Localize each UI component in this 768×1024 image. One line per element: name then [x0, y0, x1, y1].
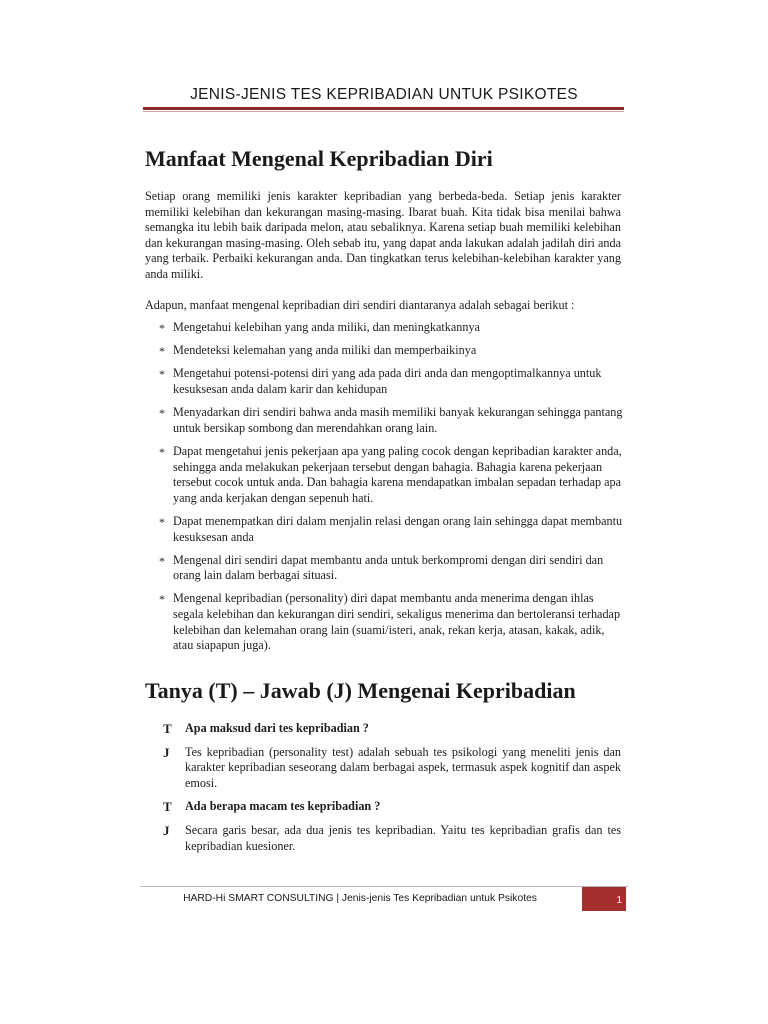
list-item-text: Dapat menempatkan diri dalam menjalin relasi dengan orang lain sehingga dapat membantu kesuksesan anda	[173, 513, 623, 544]
benefits-lead-paragraph: Adapun, manfaat mengenal kepribadian diri sendiri diantaranya adalah sebagai berikut :	[145, 298, 575, 312]
list-item-text: Mengetahui kelebihan yang anda miliki, dan meningkatkannya	[173, 320, 480, 334]
bullet-star-icon: *	[159, 514, 165, 529]
bullet-star-icon: *	[159, 406, 165, 421]
header-rule	[143, 107, 624, 110]
qa-text: Secara garis besar, ada dua jenis tes kepribadian. Yaitu tes kepribadian grafis dan tes kepribadian kuesioner.	[185, 822, 621, 853]
page-header-title: JENIS-JENIS TES KEPRIBADIAN UNTUK PSIKOTES	[190, 86, 578, 103]
qa-letter: T	[163, 721, 172, 736]
list-item-text: Mengenal kepribadian (personality) diri dapat membantu anda menerima dengan ihlas segala kelebihan dan kekurangan diri sendiri, sekaligus menerima dan bertoleransi terhadap kelebihan dan kelemahan orang lain (suami/isteri, anak, rekan kerja, atasan, kakak, adik, atau siapapun juga).	[173, 591, 621, 653]
qa-letter: T	[163, 799, 172, 815]
list-item	[145, 444, 626, 506]
qa-text: Ada berapa macam tes kepribadian ?	[185, 799, 381, 814]
qa-answer	[145, 823, 621, 854]
list-item-text: Mengenal diri sendiri dapat membantu anda untuk berkompromi dengan diri sendiri dan orang lain dalam berbagai situasi.	[173, 552, 604, 583]
bullet-star-icon: *	[159, 592, 165, 607]
section-heading-manfaat: Manfaat Mengenal Kepribadian Diri	[145, 146, 493, 171]
qa-question	[145, 799, 621, 815]
qa-answer	[145, 745, 621, 792]
qa-letter: J	[163, 744, 170, 760]
bullet-star-icon: *	[159, 367, 165, 382]
benefits-list	[145, 320, 626, 661]
bullet-star-icon: *	[159, 344, 165, 359]
bullet-star-icon: *	[159, 321, 165, 335]
qa-letter: J	[163, 822, 170, 838]
list-item	[145, 591, 626, 653]
qa-question	[145, 721, 621, 737]
qa-list	[145, 721, 621, 862]
list-item	[145, 343, 626, 359]
qa-text: Tes kepribadian (personality test) adalah sebuah tes psikologi yang meneliti jenis dan karakter kepribadian seseorang dalam berbagai aspek, termasuk aspek kognitif dan aspek emosi.	[185, 744, 621, 790]
qa-text: Apa maksud dari tes kepribadian ?	[185, 721, 369, 735]
list-item-text: Dapat mengetahui jenis pekerjaan apa yang paling cocok dengan kepribadian karakter anda, sehingga anda melakukan pekerjaan tersebut dengan bahagia. Bahagia karena pekerjaan tersebut cocok untuk anda. Dan bahagia karena mendapatkan imbalan sepadan terhadap apa yang anda kerjakan dengan sepenuh hati.	[173, 443, 622, 505]
list-item-text: Mendeteksi kelemahan yang anda miliki dan memperbaikinya	[173, 343, 477, 358]
footer-text: HARD-Hi SMART CONSULTING | Jenis-jenis Tes Kepribadian untuk Psikotes	[183, 893, 537, 904]
list-item	[145, 514, 626, 545]
list-item	[145, 405, 626, 436]
page-number-badge: 1	[582, 887, 626, 911]
list-item	[145, 366, 626, 397]
bullet-star-icon: *	[159, 444, 165, 459]
bullet-star-icon: *	[159, 553, 165, 568]
list-item	[145, 553, 626, 584]
list-item-text: Mengetahui potensi-potensi diri yang ada pada diri anda dan mengoptimalkannya untuk kesuksesan anda dalam karir dan kehidupan	[173, 366, 602, 396]
list-item-text: Menyadarkan diri sendiri bahwa anda masih memiliki banyak kekurangan sehingga pantang untuk bersikap sombong dan merendahkan orang lain.	[173, 405, 623, 435]
header-rule-shadow	[143, 111, 624, 112]
footer-rule	[140, 886, 628, 887]
section-heading-tanya-jawab: Tanya (T) – Jawab (J) Mengenai Kepribadian	[145, 678, 576, 703]
intro-paragraph: Setiap orang memiliki jenis karakter kepribadian yang berbeda-beda. Setiap jenis karakter memiliki kelebihan dan kekurangan masing-masing. Ibarat buah. Kita tidak bisa menilai bahwa semangka itu lebih baik daripada melon, atau sebaliknya. Karena setiap buah memiliki kelebihan dan kekurangan masing-masing. Oleh sebab itu, yang dapat anda lakukan adalah jadilah diri anda yang terbaik. Perbaiki kekurangan anda. Dan tingkatkan terus kelebihan-kelebihan karakter yang anda miliki.	[145, 189, 621, 281]
list-item	[145, 320, 626, 336]
